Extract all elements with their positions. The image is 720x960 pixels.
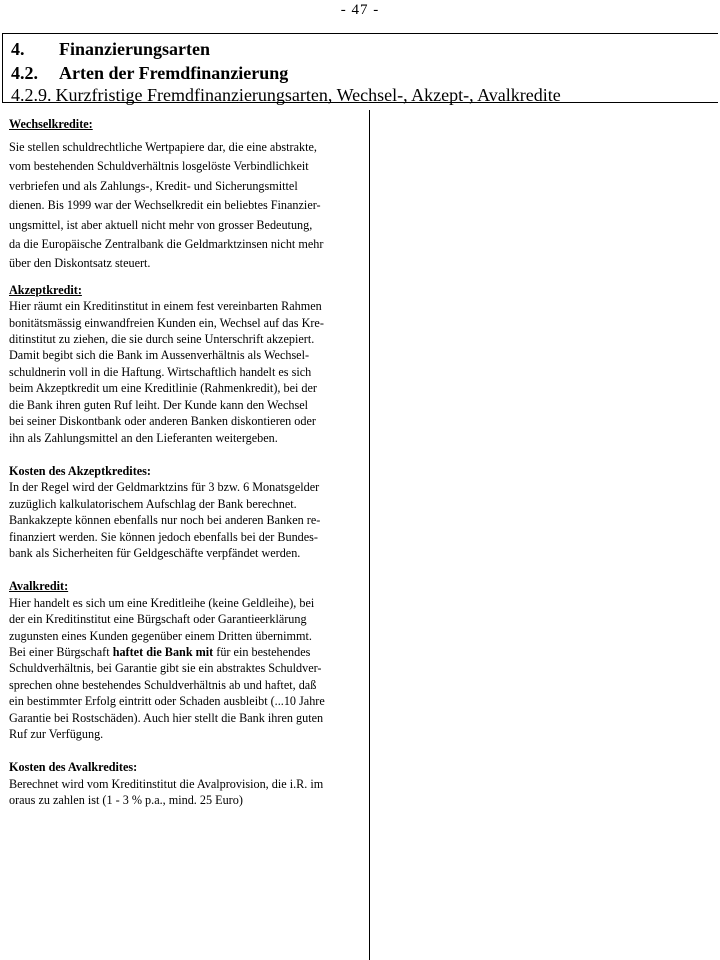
avalkredit-line4-start: Bei einer Bürgschaft — [9, 644, 113, 659]
kosten-akzept-line: In der Regel wird der Geldmarktzins für 3 bzw. 6 Monatsgelder — [9, 480, 320, 495]
section-kosten-akzeptkredit — [9, 463, 365, 561]
akzeptkredit-line: schuldnerin voll in die Haftung. Wirtschaftlich handelt es sich — [9, 364, 312, 379]
akzeptkredit-line: beim Akzeptkredit um eine Kreditlinie (Rahmenkredit), bei der — [9, 381, 317, 396]
kosten-akzept-line: Bankakzepte können ebenfalls nur noch bei anderen Banken re- — [9, 513, 321, 528]
avalkredit-line: der ein Kreditinstitut eine Bürgschaft oder Garantieerklärung — [9, 612, 307, 627]
akzeptkredit-line: ihn als Zahlungsmittel an den Lieferanten weitergeben. — [9, 430, 278, 445]
heading-level-2 — [11, 63, 288, 84]
heading-level-3 — [11, 85, 561, 106]
kosten-akzept-line: bank als Sicherheiten für Geldgeschäfte verpfändet werden. — [9, 545, 301, 560]
avalkredit-emphasis: haftet die Bank mit — [112, 644, 214, 659]
heading-1-text: Finanzierungsarten — [59, 39, 210, 59]
akzeptkredit-line: bonitätsmässig einwandfreien Kunden ein, Wechsel auf das Kre- — [9, 315, 324, 330]
kosten-aval-title: Kosten des Avalkredites: — [9, 760, 138, 775]
heading-3-number: 4.2.9. — [11, 85, 52, 105]
wechselkredite-line: dienen. Bis 1999 war der Wechselkredit ein beliebtes Finanzier- — [9, 198, 321, 213]
wechselkredite-line: vom bestehenden Schuldverhältnis losgelöste Verbindlichkeit — [9, 159, 309, 174]
heading-1-number: 4. — [11, 39, 25, 59]
kosten-aval-line: Berechnet wird vom Kreditinstitut die Avalprovision, die i.R. im — [9, 776, 324, 791]
heading-2-number: 4.2. — [11, 63, 38, 83]
akzeptkredit-line: die Bank ihren guten Ruf leiht. Der Kunde kann den Wechsel — [9, 397, 308, 412]
section-avalkredit — [9, 578, 365, 742]
column-divider — [369, 110, 370, 960]
wechselkredite-line: Sie stellen schuldrechtliche Wertpapiere dar, die eine abstrakte, — [9, 140, 317, 154]
wechselkredite-line: verbriefen und als Zahlungs-, Kredit- und Sicherungsmittel — [9, 178, 298, 193]
avalkredit-line: Hier handelt es sich um eine Kreditleihe (keine Geldleihe), bei — [9, 595, 315, 610]
wechselkredite-title: Wechselkredite: — [9, 117, 93, 131]
avalkredit-line: sprechen ohne bestehendes Schuldverhältnis ab und haftet, daß — [9, 677, 317, 692]
avalkredit-line: zugunsten eines Kunden gegenüber einem Dritten übernimmt. — [9, 628, 312, 643]
heading-level-1 — [11, 39, 210, 60]
avalkredit-line: Ruf zur Verfügung. — [9, 727, 104, 741]
wechselkredite-line: ungsmittel, ist aber aktuell nicht mehr von grosser Bedeutung, — [9, 217, 313, 232]
page-number: - 47 - — [340, 2, 380, 18]
wechselkredite-line: da die Europäische Zentralbank die Geldmarktzinsen nicht mehr — [9, 237, 324, 252]
avalkredit-line: ein bestimmter Erfolg eintritt oder Schaden ausbleibt (...10 Jahre — [9, 694, 325, 709]
akzeptkredit-line: Hier räumt ein Kreditinstitut in einem fest vereinbarten Rahmen — [9, 299, 322, 314]
chapter-header — [2, 33, 718, 103]
akzeptkredit-title: Akzeptkredit: — [9, 282, 82, 297]
heading-2-text: Arten der Fremdfinanzierung — [59, 63, 289, 83]
akzeptkredit-line: bei seiner Diskontbank oder anderen Banken diskontieren oder — [9, 414, 316, 429]
avalkredit-line: Schuldverhältnis, bei Garantie gibt sie ein abstraktes Schuldver- — [9, 661, 322, 676]
kosten-akzept-line: zuzüglich kalkulatorischem Aufschlag der Bank berechnet. — [9, 496, 297, 511]
heading-3-text: Kurzfristige Fremdfinanzierungsarten, Wechsel-, Akzept-, Avalkredite — [55, 85, 561, 105]
avalkredit-line: Garantie bei Rostschäden). Auch hier stellt die Bank ihren guten — [9, 710, 324, 725]
avalkredit-title: Avalkredit: — [9, 579, 69, 594]
kosten-akzept-title: Kosten des Akzeptkredites: — [9, 463, 151, 478]
kosten-akzept-line: finanziert werden. Sie können jedoch ebenfalls bei der Bundes- — [9, 529, 318, 544]
akzeptkredit-line: ditinstitut zu ziehen, die sie durch seine Unterschrift akzepiert. — [9, 332, 315, 347]
avalkredit-line4-end: für ein bestehendes — [213, 644, 311, 659]
section-akzeptkredit — [9, 282, 365, 446]
wechselkredite-line: über den Diskontsatz steuert. — [9, 256, 151, 271]
section-wechselkredite — [9, 117, 365, 274]
akzeptkredit-line: Damit begibt sich die Bank im Aussenverhältnis als Wechsel- — [9, 348, 310, 363]
kosten-aval-line: oraus zu zahlen ist (1 - 3 % p.a., mind. 25 Euro) — [9, 793, 243, 808]
left-column — [9, 117, 365, 809]
avalkredit-line — [9, 644, 365, 660]
section-kosten-avalkredit — [9, 759, 365, 808]
